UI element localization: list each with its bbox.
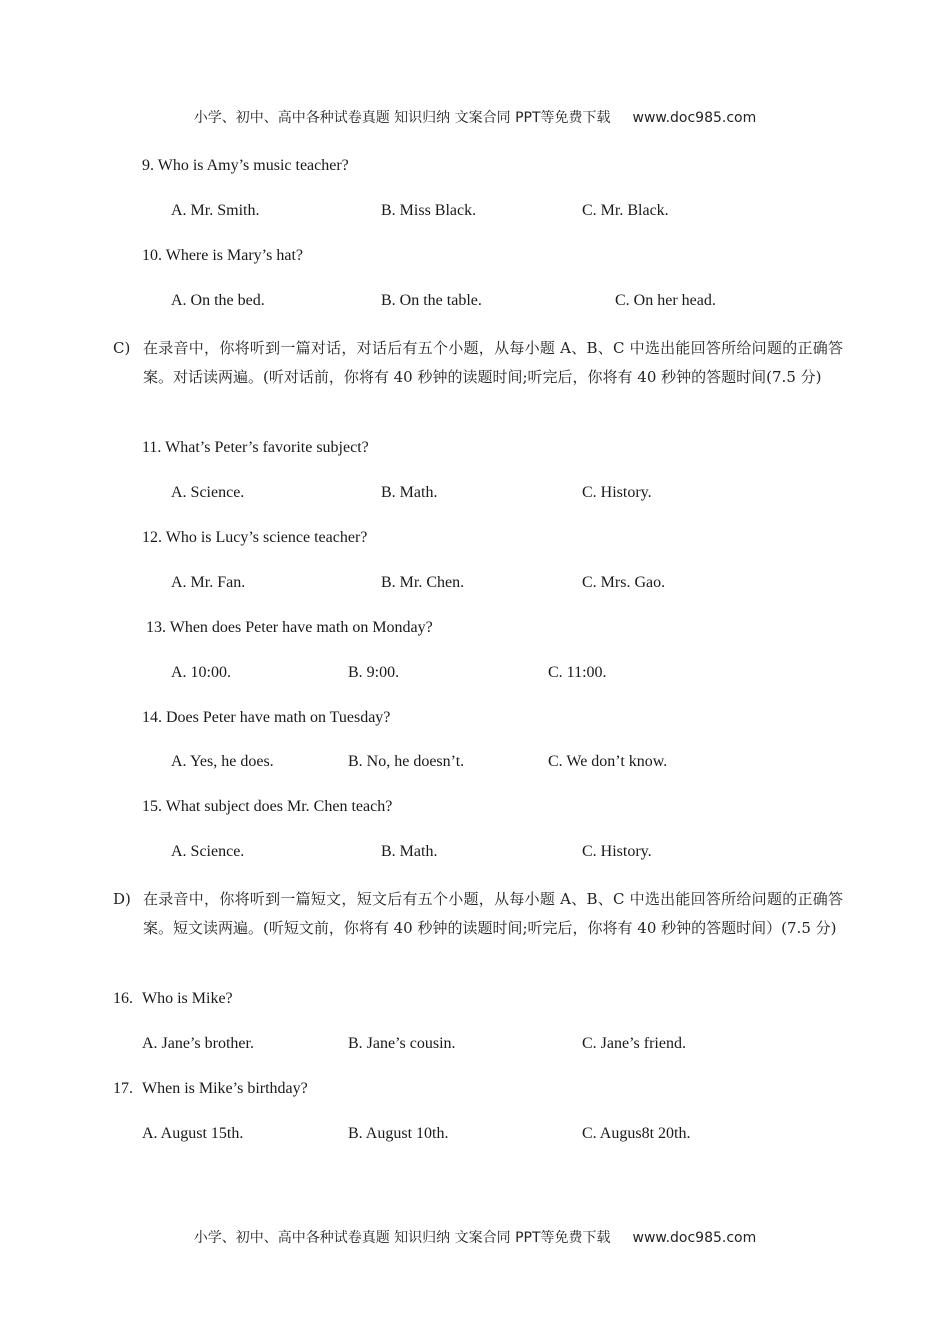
section-c-marker: C) xyxy=(113,339,131,357)
question-17-number: 17. xyxy=(113,1080,133,1097)
footer-text: 小学、初中、高中各种试卷真题 知识归纳 文案合同 PPT等免费下载 xyxy=(193,1230,611,1246)
q16-option-b: B. Jane’s cousin. xyxy=(348,1035,456,1052)
header-text: 小学、初中、高中各种试卷真题 知识归纳 文案合同 PPT等免费下载 xyxy=(193,110,611,126)
q13-option-a: A. 10:00. xyxy=(171,664,231,681)
q11-option-a: A. Science. xyxy=(171,484,245,501)
q12-option-c: C. Mrs. Gao. xyxy=(582,574,666,591)
question-11: 11. What’s Peter’s favorite subject? xyxy=(142,439,369,456)
q16-option-a: A. Jane’s brother. xyxy=(142,1035,254,1052)
q14-option-b: B. No, he doesn’t. xyxy=(348,753,465,770)
section-c-instructions xyxy=(113,334,843,424)
page-header xyxy=(0,107,950,127)
page-footer xyxy=(0,1227,950,1247)
section-d-text: 在录音中，你将听到一篇短文，短文后有五个小题，从每小题 A、B、C 中选出能回答所给问题的正确答案。短文读两遍。(听短文前，你将有 40 秒钟的读题时间;听完后，你将有 40 秒钟的答题时间）(7.5 分) xyxy=(143,890,843,937)
q13-option-c: C. 11:00. xyxy=(548,664,607,681)
q17-option-b: B. August 10th. xyxy=(348,1125,449,1142)
q9-option-a: A. Mr. Smith. xyxy=(171,202,260,219)
question-9: 9. Who is Amy’s music teacher? xyxy=(142,157,349,174)
q14-option-c: C. We don’t know. xyxy=(548,753,668,770)
section-d-marker: D) xyxy=(113,890,131,908)
question-12: 12. Who is Lucy’s science teacher? xyxy=(142,529,368,546)
q15-option-b: B. Math. xyxy=(381,843,438,860)
question-16-number: 16. xyxy=(113,990,133,1007)
q12-option-b: B. Mr. Chen. xyxy=(381,574,465,591)
q14-option-a: A. Yes, he does. xyxy=(171,753,274,770)
question-13: 13. When does Peter have math on Monday? xyxy=(146,619,433,636)
q9-option-b: B. Miss Black. xyxy=(381,202,477,219)
q17-option-a: A. August 15th. xyxy=(142,1125,244,1142)
q9-option-c: C. Mr. Black. xyxy=(582,202,669,219)
q16-option-c: C. Jane’s friend. xyxy=(582,1035,686,1052)
section-c-text: 在录音中，你将听到一篇对话，对话后有五个小题，从每小题 A、B、C 中选出能回答所给问题的正确答案。对话读两遍。(听对话前，你将有 40 秒钟的读题时间;听完后，你将有 40 秒钟的答题时间(7.5 分) xyxy=(143,339,843,386)
q15-option-a: A. Science. xyxy=(171,843,245,860)
question-16: Who is Mike? xyxy=(142,990,233,1007)
q10-option-c: C. On her head. xyxy=(615,292,716,309)
question-14: 14. Does Peter have math on Tuesday? xyxy=(142,709,391,726)
header-site: www.doc985.com xyxy=(632,110,757,126)
section-d-instructions xyxy=(113,885,843,975)
q13-option-b: B. 9:00. xyxy=(348,664,400,681)
q17-option-c: C. Augus8t 20th. xyxy=(582,1125,691,1142)
question-15: 15. What subject does Mr. Chen teach? xyxy=(142,798,393,815)
q10-option-a: A. On the bed. xyxy=(171,292,265,309)
q12-option-a: A. Mr. Fan. xyxy=(171,574,246,591)
q15-option-c: C. History. xyxy=(582,843,652,860)
q11-option-b: B. Math. xyxy=(381,484,438,501)
q11-option-c: C. History. xyxy=(582,484,652,501)
q10-option-b: B. On the table. xyxy=(381,292,482,309)
question-17: When is Mike’s birthday? xyxy=(142,1080,308,1097)
footer-site: www.doc985.com xyxy=(632,1230,757,1246)
question-10: 10. Where is Mary’s hat? xyxy=(142,247,303,264)
